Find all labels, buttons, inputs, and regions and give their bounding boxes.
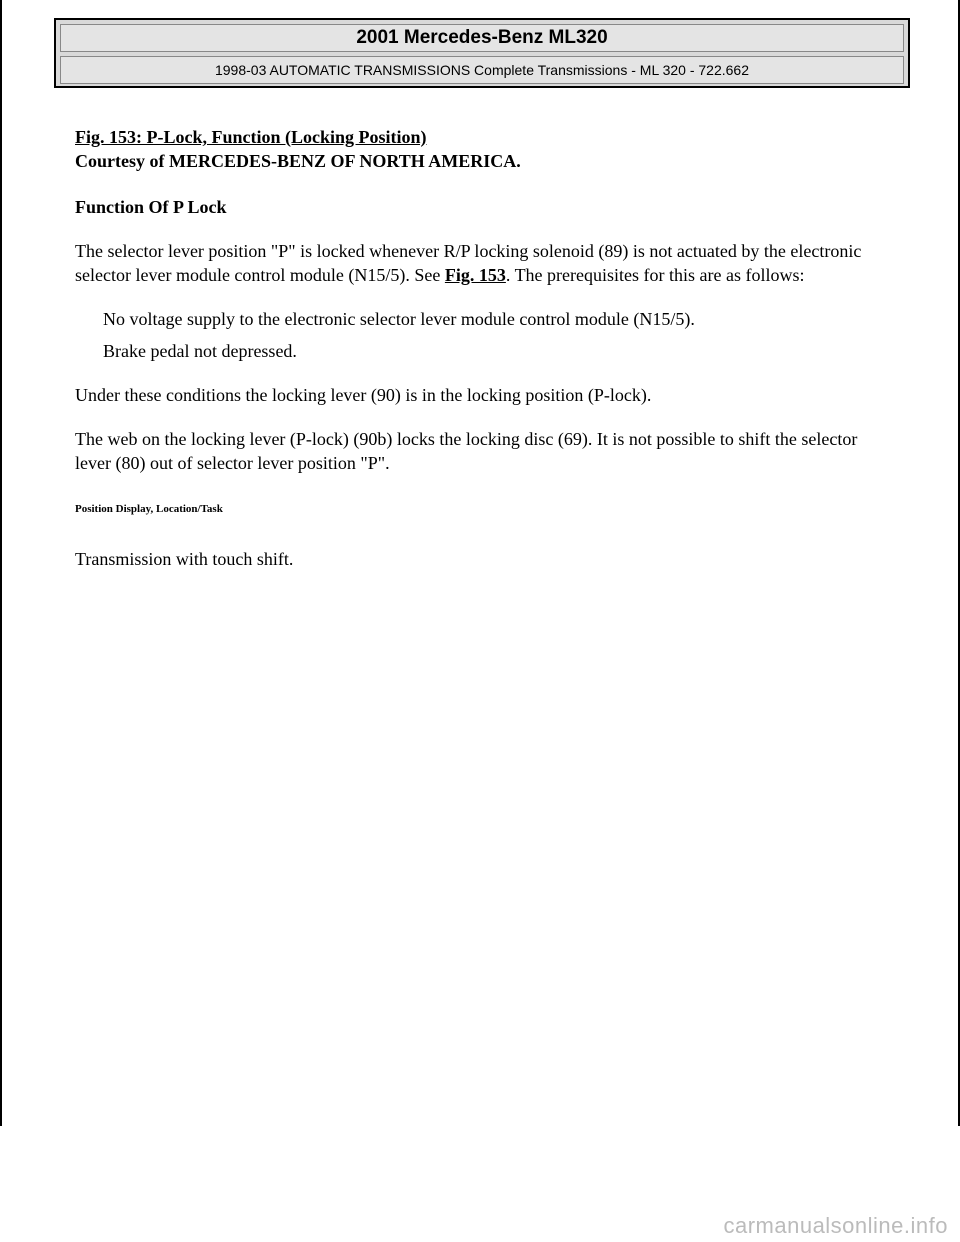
figure-caption[interactable]: Fig. 153: P-Lock, Function (Locking Position) bbox=[75, 127, 427, 147]
header-title: 2001 Mercedes-Benz ML320 bbox=[60, 24, 904, 52]
page-border-left bbox=[0, 0, 2, 1126]
section-title: Function Of P Lock bbox=[75, 197, 227, 217]
bullet-item-2: Brake pedal not depressed. bbox=[103, 341, 297, 361]
paragraph-1 bbox=[75, 239, 895, 287]
document-header bbox=[54, 18, 910, 88]
subheading: Position Display, Location/Task bbox=[75, 503, 223, 515]
paragraph-4: Transmission with touch shift. bbox=[75, 549, 294, 569]
bullet-item-1: No voltage supply to the electronic selector lever module control module (N15/5). bbox=[103, 309, 695, 329]
header-subtitle: 1998-03 AUTOMATIC TRANSMISSIONS Complete Transmissions - ML 320 - 722.662 bbox=[60, 56, 904, 84]
fig-153-link[interactable]: Fig. 153 bbox=[444, 265, 506, 285]
paragraph-1-text-a: The selector lever position "P" is locked whenever R/P locking solenoid (89) is not actuated by the electronic selector lever module control module (N15/5). See bbox=[75, 241, 862, 285]
paragraph-2: Under these conditions the locking lever (90) is in the locking position (P-lock). bbox=[75, 385, 652, 405]
document-body bbox=[75, 125, 895, 571]
paragraph-1-text-b: . The prerequisites for this are as follows: bbox=[505, 265, 805, 285]
paragraph-3: The web on the locking lever (P-lock) (90b) locks the locking disc (69). It is not possible to shift the selector lever (80) out of selector lever position "P". bbox=[75, 429, 858, 473]
footer-watermark: carmanualsonline.info bbox=[723, 1213, 948, 1238]
courtesy-line: Courtesy of MERCEDES-BENZ OF NORTH AMERICA. bbox=[75, 151, 521, 171]
